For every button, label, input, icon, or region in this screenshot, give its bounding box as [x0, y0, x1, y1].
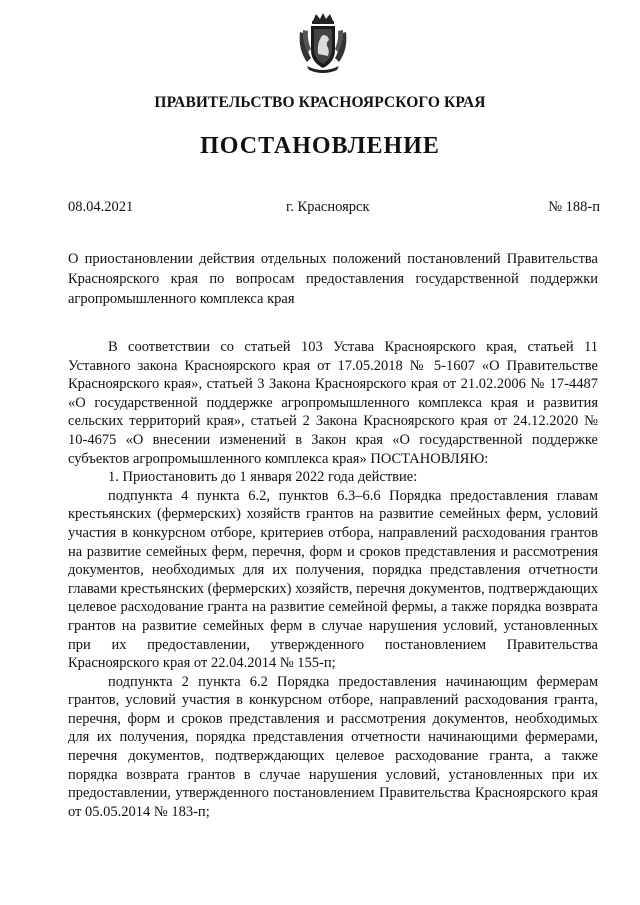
coat-of-arms-icon: [297, 12, 349, 74]
subpoint-1-paragraph: подпункта 4 пункта 6.2, пунктов 6.3–6.6 Порядка предоставления главам крестьянских (фермерских) хозяйств грантов на развитие семейных ферм, условий участия в конкурсном отборе, критериев отбора, направлений расходования грантов на развитие семейных ферм, перечня, форм и сроков представления и рассмотрения документов, необходимых для их получения, порядка представления отчетности главами крестьянских (фермерских) хозяйств, перечня документов, подтверждающих целевое расходование гранта на развитие семейной фермы, а также порядка возврата грантов на развитие семейных ферм в случае нарушения условий, установленных при их предоставлении, утвержденного постановлением Правительства Красноярского края от 22.04.2014 № 155-п;: [68, 487, 598, 672]
document-type-title: ПОСТАНОВЛЕНИЕ: [200, 133, 440, 159]
document-date: 08.04.2021: [68, 199, 134, 215]
subpoint-2-paragraph: подпункта 2 пункта 6.2 Порядка предоставления начинающим фермерам грантов, условий участия в конкурсном отборе, направлений расходования гранта, перечня, форм и сроков представления и рассмотрения документов, необходимых для их получения, порядка представления отчетности начинающими фермерами, перечня документов, подтверждающих целевое расходование гранта, а также порядка возврата грантов в случае нарушения условий, установленных при их предоставлении, утвержденного постановлением Правительства Красноярского края от 05.05.2014 № 183-п;: [68, 673, 598, 820]
government-title: ПРАВИТЕЛЬСТВО КРАСНОЯРСКОГО КРАЯ: [154, 94, 486, 111]
document-meta: [68, 199, 600, 219]
document-body: [68, 338, 598, 821]
document-city: г. Красноярск: [286, 199, 370, 215]
point-1-paragraph: 1. Приостановить до 1 января 2022 года действие:: [108, 469, 418, 486]
preamble-paragraph: В соответствии со статьей 103 Устава Красноярского края, статьей 11 Уставного закона Красноярского края от 17.05.2018 № 5-1607 «О Правительстве Красноярского края», статьей 3 Закона Красноярского края от 21.02.2006 № 17-4487 «О государственной поддержке агропромышленного комплекса края и развития сельских территорий края», статьей 2 Закона Красноярского края от 24.12.2020 № 10-4675 «О внесении изменений в Закон края «О государственной поддержке субъектов агропромышленного комплекса края» ПОСТАНОВЛЯЮ:: [68, 339, 598, 467]
document-number: № 188-п: [548, 199, 600, 215]
document-subject: О приостановлении действия отдельных положений постановлений Правительства Красноярского края по вопросам предоставления государственной поддержки агропромышленного комплекса края: [68, 251, 598, 307]
